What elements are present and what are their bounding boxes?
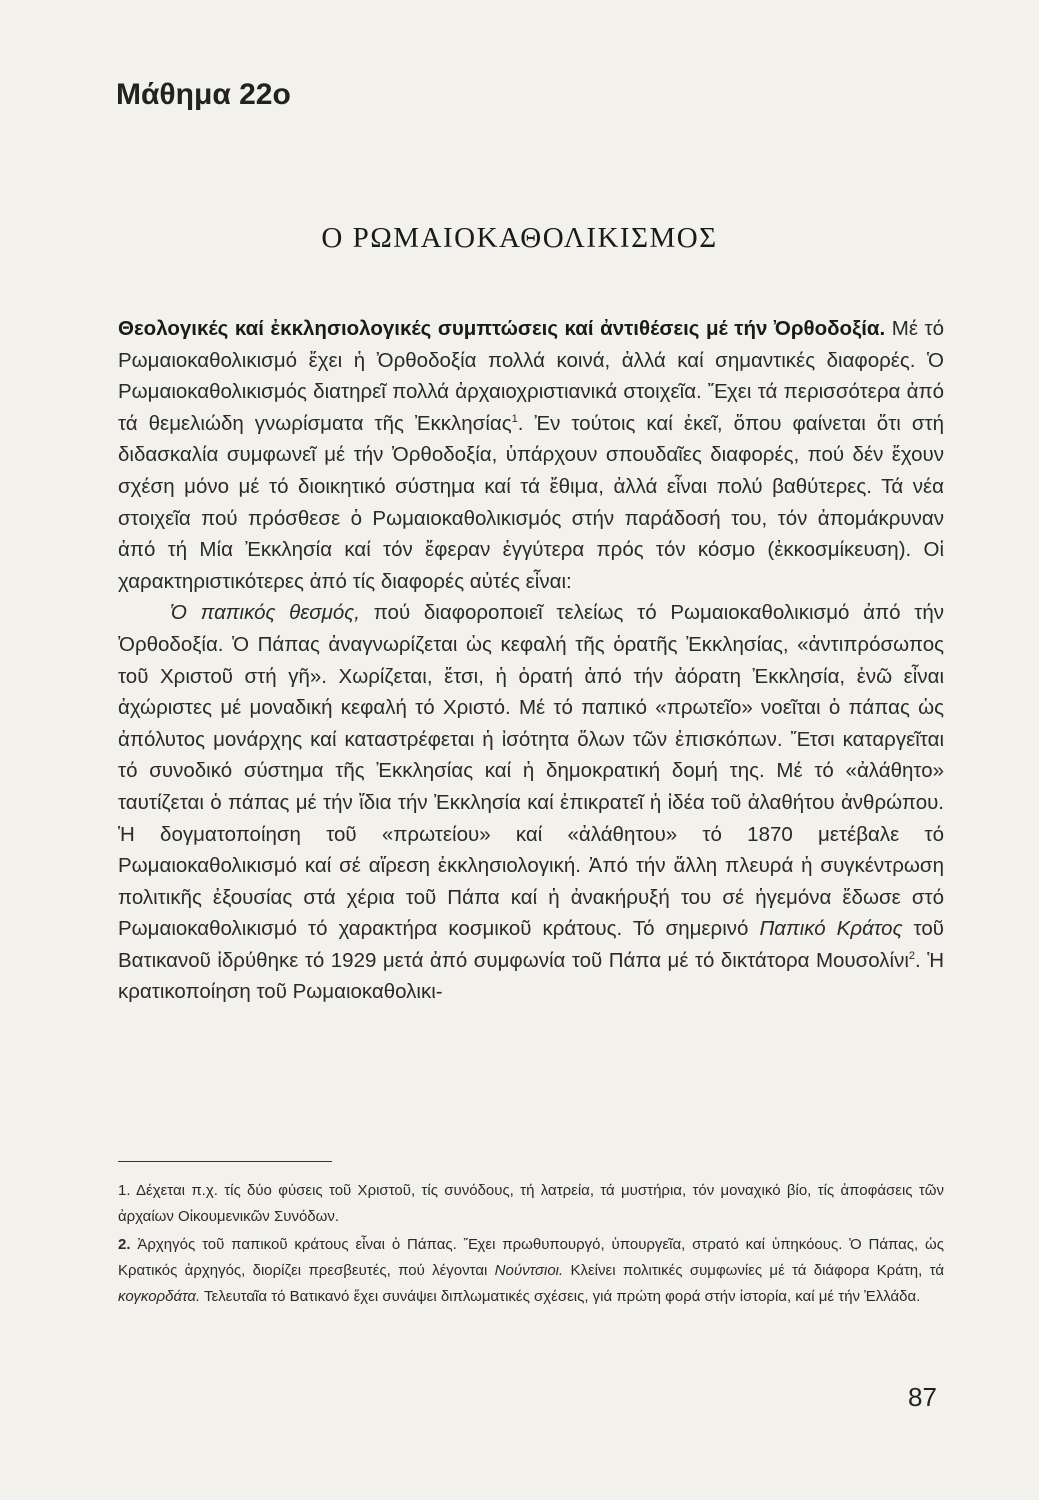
footnote-2: [118, 1232, 944, 1310]
paragraph-2: [118, 597, 944, 1008]
footnote-marker: 1: [511, 412, 518, 425]
paragraph-text: . Ἡ κρατικοποίηση τοῦ Ρωμαιοκαθολικι-: [118, 948, 945, 1004]
paragraph-text: τοῦ Βατικανοῦ ἱδρύθηκε τό 1929 μετά ἀπό συμφωνία τοῦ Πάπα μέ τό δικτάτορα Μουσολίνι: [118, 917, 944, 972]
lesson-heading: Μάθημα 22ο: [116, 78, 291, 111]
emphasis-text: κογκορδάτα.: [118, 1288, 201, 1305]
emphasis-text: Παπικό Κράτος: [759, 917, 903, 941]
page-number: 87: [908, 1382, 937, 1412]
footnotes: [118, 1178, 944, 1312]
paragraph-text: Μέ τό Ρωμαιοκαθολικισμό ἔχει ἡ Ὀρθοδοξία πολλά κοινά, ἀλλά καί σημαντικές διαφορές. Ὁ Ρωμαιοκαθολικισμός διατηρεῖ πολλά ἀρχαιοχριστιανικά στοιχεῖα. Ἔχει τά περισσότερα ἀπό τά θεμελιώδη γνωρίσματα τῆς Ἐκκλησίας: [118, 317, 945, 435]
footnote-text: Τελευταῖα τό Βατικανό ἔχει συνάψει διπλωματικές σχέσεις, γιά πρώτη φορά στήν ἱστορία, καί μέ τήν Ἑλλάδα.: [200, 1288, 921, 1305]
emphasis-text: Ὁ παπικός θεσμός,: [170, 601, 360, 625]
footnote-number: 2.: [118, 1236, 131, 1253]
paragraph-text: . Ἐν τούτοις καί ἐκεῖ, ὅπου φαίνεται ὅτι στή διδασκαλία συμφωνεῖ μέ τήν Ὀρθοδοξία, ὑπάρχουν σπουδαῖες διαφορές, πού δέν ἔχουν σχέση μόνο μέ τό διοικητικό σύστημα καί τά ἔθιμα, ἀλλά εἶναι πολύ βαθύτερες. Τά νέα στοιχεῖα πού πρόσθεσε ὁ Ρωμαιοκαθολικισμός στήν παράδοσή του, τόν ἀπομάκρυναν ἀπό τή Μία Ἐκκλησία καί τόν ἔφεραν ἐγγύτερα πρός τόν κόσμο (ἐκκοσμίκευση). Οἱ χαρακτηριστικότερες ἀπό τίς διαφορές αὐτές εἶναι:: [118, 411, 944, 593]
footnote-1: [118, 1178, 944, 1230]
footnote-number: 1.: [118, 1182, 131, 1199]
chapter-title: Ο ΡΩΜΑΙΟΚΑΘΟΛΙΚΙΣΜΟΣ: [321, 222, 718, 254]
paragraph-lead: Θεολογικές καί ἐκκλησιολογικές συμπτώσεις καί ἀντιθέσεις μέ τήν Ὀρθοδοξία.: [118, 317, 886, 340]
footnote-marker: 2: [908, 950, 916, 963]
emphasis-text: Νούντσιοι.: [494, 1262, 564, 1279]
footnote-text: Δέχεται π.χ. τίς δύο φύσεις τοῦ Χριστοῦ, τίς συνόδους, τή λατρεία, τά μυστήρια, τόν μοναχικό βίο, τίς ἀποφάσεις τῶν ἀρχαίων Οἰκουμενικῶν Συνόδων.: [118, 1182, 944, 1225]
footnote-text: Κλείνει πολιτικές συμφωνίες μέ τά διάφορα Κράτη, τά: [563, 1262, 945, 1279]
footnote-text: Ἀρχηγός τοῦ παπικοῦ κράτους εἶναι ὁ Πάπας. Ἔχει πρωθυπουργό, ὑπουργεῖα, στρατό καί ὑπηκόους. Ὁ Πάπας, ὡς Κρατικός ἀρχηγός, διορίζει πρεσβευτές, πού λέγονται: [118, 1236, 944, 1279]
paragraph-text: πού διαφοροποιεῖ τελείως τό Ρωμαιοκαθολικισμό ἀπό τήν Ὀρθοδοξία. Ὁ Πάπας ἀναγνωρίζεται ὡς κεφαλή τῆς ὁρατῆς Ἐκκλησίας, «ἀντιπρόσωπος τοῦ Χριστοῦ στή γῆ». Χωρίζεται, ἔτσι, ἡ ὁρατή ἀπό τήν ἀόρατη Ἐκκλησία, ἐνῶ εἶναι ἀχώριστες μέ μοναδική κεφαλή τό Χριστό. Μέ τό παπικό «πρωτεῖο» νοεῖται ὁ πάπας ὡς ἀπόλυτος μονάρχης καί καταστρέφεται ἡ ἰσότητα ὅλων τῶν ἐπισκόπων. Ἔτσι καταργεῖται τό συνοδικό σύστημα τῆς Ἐκκλησίας καί ἡ δημοκρατική δομή της. Μέ τό «ἀλάθητο» ταυτίζεται ὁ πάπας μέ τήν ἴδια τήν Ἐκκλησία καί ἐπικρατεῖ ἡ ἰδέα τοῦ ἀλαθήτου ἀνθρώπου. Ἡ δογματοποίηση τοῦ «πρωτείου» καί «ἀλάθητου» τό 1870 μετέβαλε τό Ρωμαιοκαθολικισμό καί σέ αἵρεση ἐκκλησιολογική. Ἀπό τήν ἄλλη πλευρά ἡ συγκέντρωση πολιτικῆς ἐξουσίας στά χέρια τοῦ Πάπα καί ἡ ἀνακήρυξή του σέ ἡγεμόνα ἔδωσε στό Ρωμαιοκαθολικισμό τό χαρακτήρα κοσμικοῦ κράτους. Τό σημερινό: [118, 601, 944, 941]
main-text: [118, 313, 944, 1008]
footnote-divider: [118, 1161, 332, 1162]
paragraph-1: [118, 313, 944, 597]
